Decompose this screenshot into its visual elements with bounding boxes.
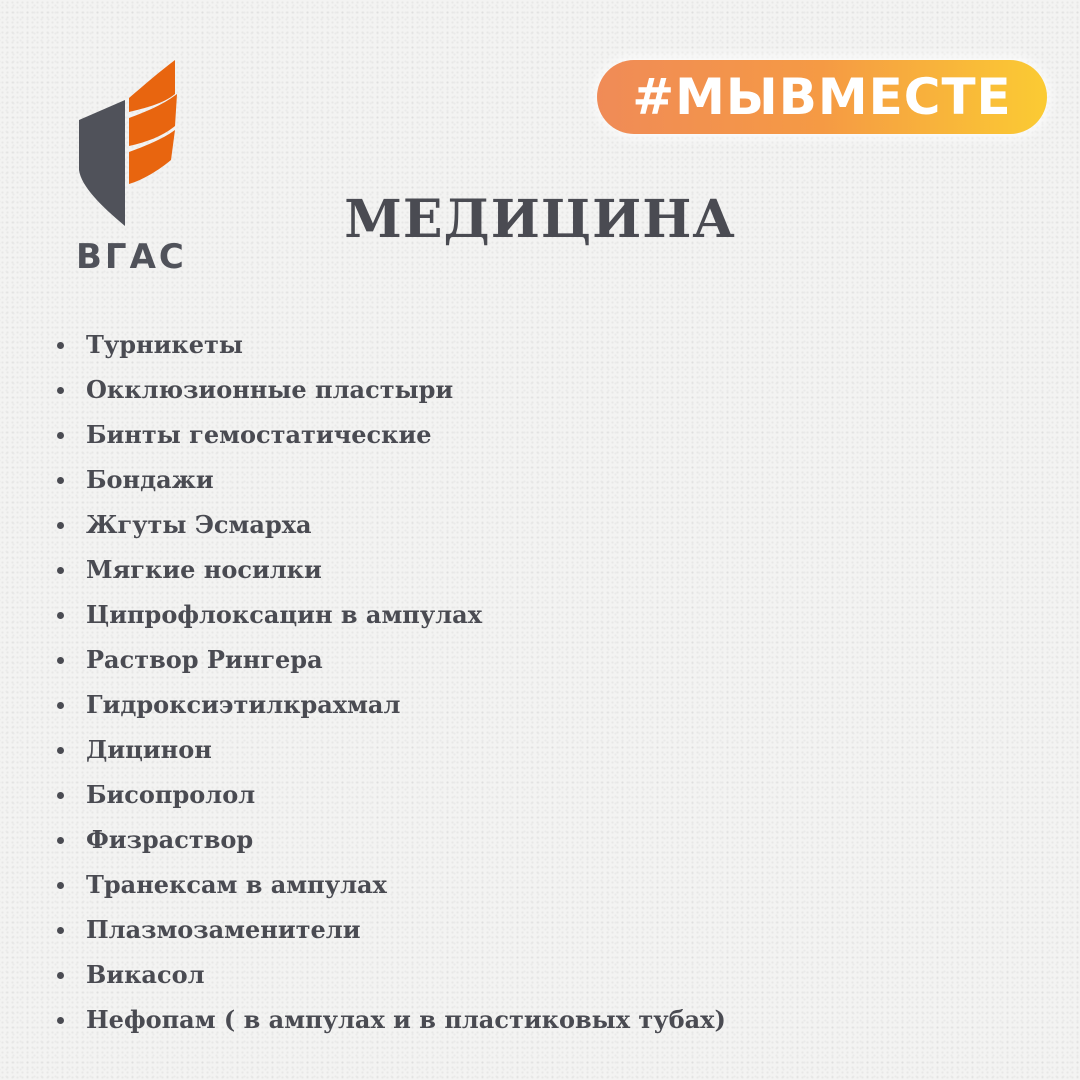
list-item: Физраствор xyxy=(52,817,726,862)
list-item: Бондажи xyxy=(52,457,726,502)
logo-text: ВГАС xyxy=(76,237,187,277)
hashtag-badge xyxy=(597,60,1047,134)
list-item: Транексам в ампулах xyxy=(52,862,726,907)
list-item: Мягкие носилки xyxy=(52,547,726,592)
list-item: Бинты гемостатические xyxy=(52,412,726,457)
list-item: Плазмозаменители xyxy=(52,907,726,952)
supplies-list xyxy=(52,322,726,1042)
hashtag-label: #МЫВМЕСТЕ xyxy=(632,68,1012,126)
list-item: Бисопролол xyxy=(52,772,726,817)
list-item: Турникеты xyxy=(52,322,726,367)
list-item: Окклюзионные пластыри xyxy=(52,367,726,412)
list-item: Викасол xyxy=(52,952,726,997)
list-item: Жгуты Эсмарха xyxy=(52,502,726,547)
list-item: Гидроксиэтилкрахмал xyxy=(52,682,726,727)
page-title: МЕДИЦИНА xyxy=(344,189,736,250)
list-item: Ципрофлоксацин в ампулах xyxy=(52,592,726,637)
list-item: Раствор Рингера xyxy=(52,637,726,682)
list-item: Дицинон xyxy=(52,727,726,772)
list-item: Нефопам ( в ампулах и в пластиковых тубах) xyxy=(52,997,726,1042)
